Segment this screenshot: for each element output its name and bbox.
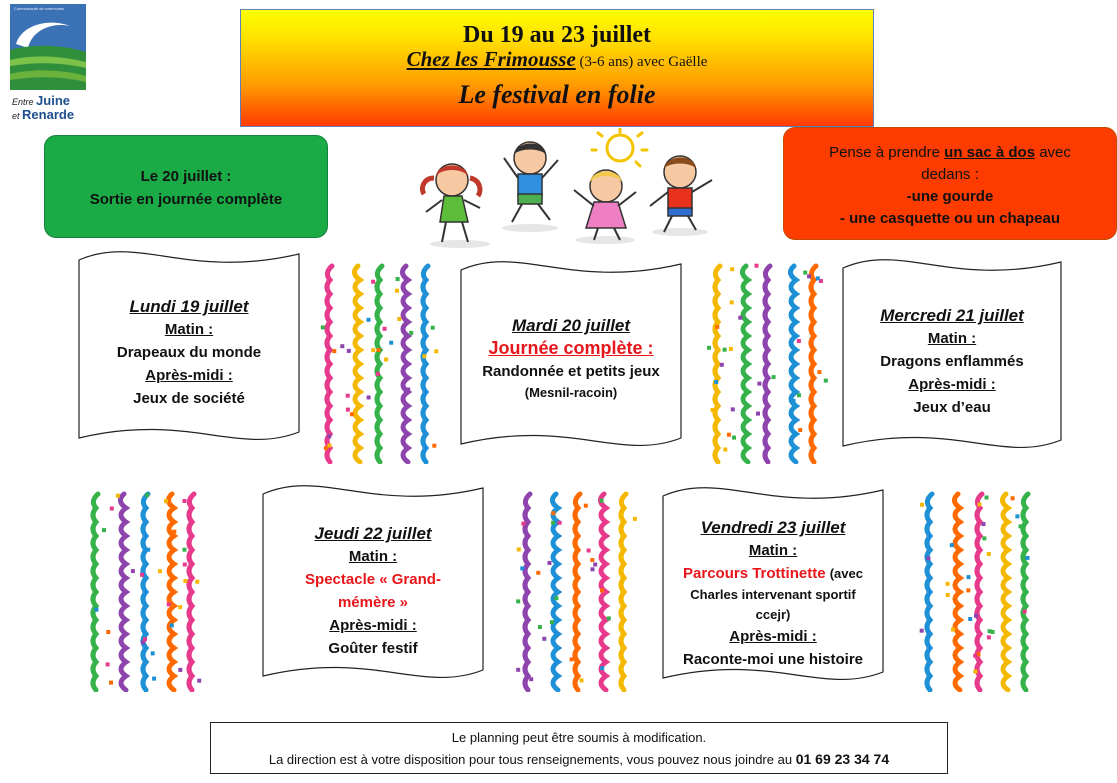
confetti-icon (974, 614, 978, 618)
footer-phone: 01 69 23 34 74 (795, 751, 890, 767)
friday-afternoon-label: Après-midi : (729, 628, 817, 645)
confetti-icon (529, 677, 533, 681)
confetti-icon (600, 499, 604, 503)
confetti-icon (516, 668, 520, 672)
confetti-icon (807, 274, 811, 278)
ribbon-icon (1002, 494, 1008, 690)
confetti-icon (727, 433, 731, 437)
monday-afternoon: Jeux de société (133, 390, 245, 407)
confetti-icon (367, 396, 371, 400)
wednesday-title: Mercredi 21 juillet (880, 306, 1024, 325)
confetti-icon (106, 662, 110, 666)
confetti-icon (920, 629, 924, 633)
confetti-icon (542, 637, 546, 641)
ribbon-icon (377, 266, 382, 462)
day-card-wednesday (842, 248, 1062, 460)
logo (10, 4, 86, 120)
friday-title: Vendredi 23 juillet (700, 518, 846, 537)
confetti-icon (798, 428, 802, 432)
confetti-icon (395, 289, 399, 293)
confetti-icon (920, 503, 924, 507)
footer-line1: Le planning peut être soumis à modification. (451, 730, 707, 745)
thursday-morning-line1: Spectacle « Grand- (305, 571, 441, 588)
confetti-icon (554, 596, 558, 600)
ribbon-icon (402, 266, 408, 462)
confetti-icon (730, 300, 734, 304)
ribbon-icon (927, 494, 932, 690)
confetti-icon (350, 412, 354, 416)
banner-group-line (241, 47, 873, 72)
day-card-tuesday (460, 250, 682, 458)
ribbon-icon (765, 266, 770, 462)
confetti-icon (584, 504, 588, 508)
confetti-icon (731, 407, 735, 411)
kid-blue-icon (504, 142, 558, 222)
confetti-icon (982, 536, 986, 540)
confetti-icon (146, 548, 150, 552)
confetti-icon (152, 677, 156, 681)
ribbon-icon (525, 494, 530, 690)
confetti-icon (110, 507, 114, 511)
confetti-icon (106, 630, 110, 634)
confetti-icon (197, 679, 201, 683)
thursday-afternoon: Goûter festif (328, 640, 418, 657)
confetti-icon (327, 444, 331, 448)
confetti-icon (116, 494, 120, 498)
confetti-icon (131, 569, 135, 573)
confetti-icon (183, 563, 187, 567)
friday-morning-line (662, 562, 884, 585)
confetti-icon (145, 493, 149, 497)
confetti-icon (732, 436, 736, 440)
ribbon-icon (354, 266, 360, 462)
confetti-icon (1019, 524, 1023, 528)
confetti-icon (371, 280, 375, 284)
confetti-icon (797, 393, 801, 397)
monday-afternoon-label: Après-midi : (145, 367, 233, 384)
serpentine-decoration-5 (918, 490, 1042, 692)
confetti-icon (951, 628, 955, 632)
confetti-icon (178, 668, 182, 672)
serpentine-decoration-2 (706, 262, 830, 464)
friday-morning-rest1: (avec (829, 566, 863, 581)
confetti-icon (797, 339, 801, 343)
confetti-icon (178, 605, 182, 609)
reminder-suffix: avec (1039, 144, 1071, 161)
confetti-icon (102, 528, 106, 532)
confetti-icon (591, 567, 595, 571)
confetti-icon (397, 317, 401, 321)
title-banner (240, 9, 874, 127)
banner-age: (3-6 ans) (579, 54, 634, 70)
serpentine-decoration-3 (84, 490, 208, 692)
confetti-icon (946, 593, 950, 597)
reminder-line4: - une casquette ou un chapeau (839, 210, 1061, 227)
ribbon-icon (1023, 494, 1028, 690)
confetti-icon (195, 580, 199, 584)
reminder-item: un sac à dos (944, 144, 1036, 161)
kid-pink-icon (574, 170, 636, 240)
logo-renarde: Renarde (22, 107, 75, 122)
reminder-line2: dedans : (921, 166, 979, 183)
confetti-icon (824, 379, 828, 383)
ribbon-icon (168, 494, 174, 690)
confetti-icon (715, 325, 719, 329)
confetti-icon (926, 630, 930, 634)
confetti-icon (551, 511, 555, 515)
banner-theme: Le festival en folie (458, 80, 656, 109)
banner-dates: Du 19 au 23 juillet (462, 22, 651, 48)
friday-afternoon: Raconte-moi une histoire (682, 651, 864, 668)
ribbon-icon (715, 266, 720, 462)
tuesday-full-day: Journée complète : (488, 338, 654, 358)
confetti-icon (340, 344, 344, 348)
confetti-icon (792, 399, 796, 403)
confetti-icon (396, 277, 400, 281)
confetti-icon (967, 575, 971, 579)
confetti-icon (987, 552, 991, 556)
wednesday-afternoon-label: Après-midi : (908, 376, 996, 393)
confetti-icon (580, 678, 584, 682)
reminder-prefix: Pense à prendre (829, 144, 940, 161)
day-card-friday (662, 476, 884, 692)
confetti-icon (367, 318, 371, 322)
banner-group-name: Chez les Frimousse (406, 47, 576, 71)
reminder-line3: -une gourde (906, 188, 994, 205)
wednesday-morning: Dragons enflammés (880, 353, 1024, 370)
confetti-icon (377, 348, 381, 352)
confetti-icon (332, 349, 336, 353)
logo-juine: Juine (36, 93, 70, 108)
day-card-thursday (262, 474, 484, 690)
confetti-icon (183, 548, 187, 552)
outing-info-box (44, 135, 328, 238)
confetti-icon (371, 348, 375, 352)
confetti-icon (172, 530, 176, 534)
confetti-icon (755, 264, 759, 268)
logo-emblem (10, 4, 86, 90)
ribbon-icon (120, 494, 126, 690)
confetti-icon (633, 517, 637, 521)
wednesday-afternoon: Jeux d’eau (913, 399, 991, 416)
confetti-icon (946, 582, 950, 586)
confetti-icon (966, 588, 970, 592)
confetti-icon (432, 444, 436, 448)
confetti-icon (151, 651, 155, 655)
confetti-icon (730, 267, 734, 271)
confetti-icon (817, 370, 821, 374)
confetti-icon (517, 547, 521, 551)
confetti-icon (1026, 556, 1030, 560)
banner-with: avec Gaëlle (637, 54, 708, 70)
ribbon-icon (811, 266, 816, 462)
confetti-icon (772, 375, 776, 379)
outing-line1: Le 20 juillet : (140, 168, 232, 185)
ribbon-icon (621, 494, 626, 690)
reminder-line1 (784, 144, 1116, 161)
logo-landscape-icon (10, 4, 86, 90)
confetti-icon (376, 372, 380, 376)
confetti-icon (554, 634, 558, 638)
confetti-icon (607, 616, 611, 620)
ribbon-icon (977, 494, 982, 690)
friday-morning-rest2: Charles intervenant sportif (690, 587, 856, 602)
confetti-icon (346, 408, 350, 412)
confetti-icon (991, 630, 995, 634)
confetti-icon (551, 521, 555, 525)
kid-green-icon (422, 164, 480, 242)
outing-line2: Sortie en journée complète (89, 191, 283, 208)
ribbon-icon (423, 266, 428, 462)
confetti-icon (978, 503, 982, 507)
confetti-icon (950, 543, 954, 547)
confetti-icon (409, 331, 413, 335)
confetti-icon (714, 380, 718, 384)
reminder-box (783, 127, 1117, 240)
confetti-icon (327, 434, 331, 438)
tuesday-title: Mardi 20 juillet (511, 316, 631, 335)
confetti-icon (321, 325, 325, 329)
confetti-icon (406, 388, 410, 392)
confetti-icon (548, 561, 552, 565)
friday-morning-rest3: ccejr) (755, 607, 791, 622)
tuesday-activity: Randonnée et petits jeux (482, 363, 660, 380)
thursday-morning-label: Matin : (348, 548, 398, 565)
confetti-icon (550, 620, 554, 624)
friday-morning-red: Parcours Trottinette (683, 565, 826, 582)
friday-morning-label: Matin : (748, 542, 798, 559)
confetti-icon (143, 637, 147, 641)
confetti-icon (985, 496, 989, 500)
serpentine-decoration-1 (318, 262, 442, 464)
thursday-afternoon-label: Après-midi : (329, 617, 417, 634)
ribbon-icon (954, 494, 960, 690)
logo-top-text: Communauté de communes (14, 6, 65, 11)
thursday-morning-line2: mémère » (337, 594, 409, 611)
confetti-icon (723, 448, 727, 452)
dancing-kids-illustration (380, 128, 736, 250)
kid-red-icon (650, 156, 712, 232)
footer-notice (210, 722, 948, 774)
monday-morning-label: Matin : (164, 321, 214, 338)
confetti-icon (982, 522, 986, 526)
ribbon-icon (143, 494, 148, 690)
confetti-icon (757, 382, 761, 386)
monday-morning: Drapeaux du monde (116, 344, 262, 361)
confetti-icon (570, 657, 574, 661)
confetti-icon (1015, 514, 1019, 518)
wednesday-morning-label: Matin : (927, 330, 977, 347)
confetti-icon (600, 666, 604, 670)
confetti-icon (384, 358, 388, 362)
confetti-icon (183, 499, 187, 503)
footer-line2 (211, 751, 947, 767)
confetti-icon (987, 635, 991, 639)
confetti-icon (538, 625, 542, 629)
confetti-icon (434, 349, 438, 353)
confetti-icon (973, 670, 977, 674)
confetti-icon (593, 563, 597, 567)
confetti-icon (816, 276, 820, 280)
confetti-icon (723, 348, 727, 352)
footer-contact-text: La direction est à votre disposition pour tous renseignements, vous pouvez nous joindre au (268, 752, 793, 767)
confetti-icon (590, 558, 594, 562)
logo-et: et (12, 111, 20, 121)
confetti-icon (140, 573, 144, 577)
confetti-icon (729, 347, 733, 351)
confetti-icon (383, 327, 387, 331)
confetti-icon (973, 654, 977, 658)
logo-text-line2 (12, 107, 74, 122)
confetti-icon (1011, 496, 1015, 500)
confetti-icon (431, 326, 435, 330)
confetti-icon (109, 681, 113, 685)
confetti-icon (158, 569, 162, 573)
confetti-icon (521, 522, 525, 526)
confetti-icon (94, 608, 98, 612)
confetti-icon (422, 354, 426, 358)
confetti-icon (711, 408, 715, 412)
day-card-monday (78, 240, 300, 452)
tuesday-place: (Mesnil-racoin) (524, 385, 618, 400)
confetti-icon (389, 341, 393, 345)
confetti-icon (347, 349, 351, 353)
ribbon-icon (327, 266, 332, 462)
confetti-icon (346, 394, 350, 398)
confetti-icon (1023, 610, 1027, 614)
confetti-icon (926, 556, 930, 560)
confetti-icon (558, 521, 562, 525)
confetti-icon (803, 271, 807, 275)
confetti-icon (183, 579, 187, 583)
confetti-icon (720, 363, 724, 367)
confetti-icon (600, 589, 604, 593)
confetti-icon (587, 549, 591, 553)
ribbon-icon (189, 494, 194, 690)
sun-icon (592, 128, 647, 166)
confetti-icon (968, 617, 972, 621)
confetti-icon (170, 623, 174, 627)
ribbon-icon (790, 266, 796, 462)
ribbon-icon (93, 494, 98, 690)
thursday-title: Jeudi 22 juillet (314, 524, 432, 543)
confetti-icon (516, 599, 520, 603)
confetti-icon (536, 571, 540, 575)
confetti-icon (756, 412, 760, 416)
confetti-icon (738, 316, 742, 320)
confetti-icon (164, 499, 168, 503)
serpentine-decoration-4 (516, 490, 640, 692)
confetti-icon (707, 346, 711, 350)
confetti-icon (520, 566, 524, 570)
monday-title: Lundi 19 juillet (129, 297, 249, 316)
logo-entre: Entre (12, 97, 34, 107)
ribbon-icon (742, 266, 748, 462)
confetti-icon (167, 602, 171, 606)
logo-text-line1 (12, 93, 70, 108)
ribbon-icon (575, 494, 580, 690)
confetti-icon (324, 446, 328, 450)
